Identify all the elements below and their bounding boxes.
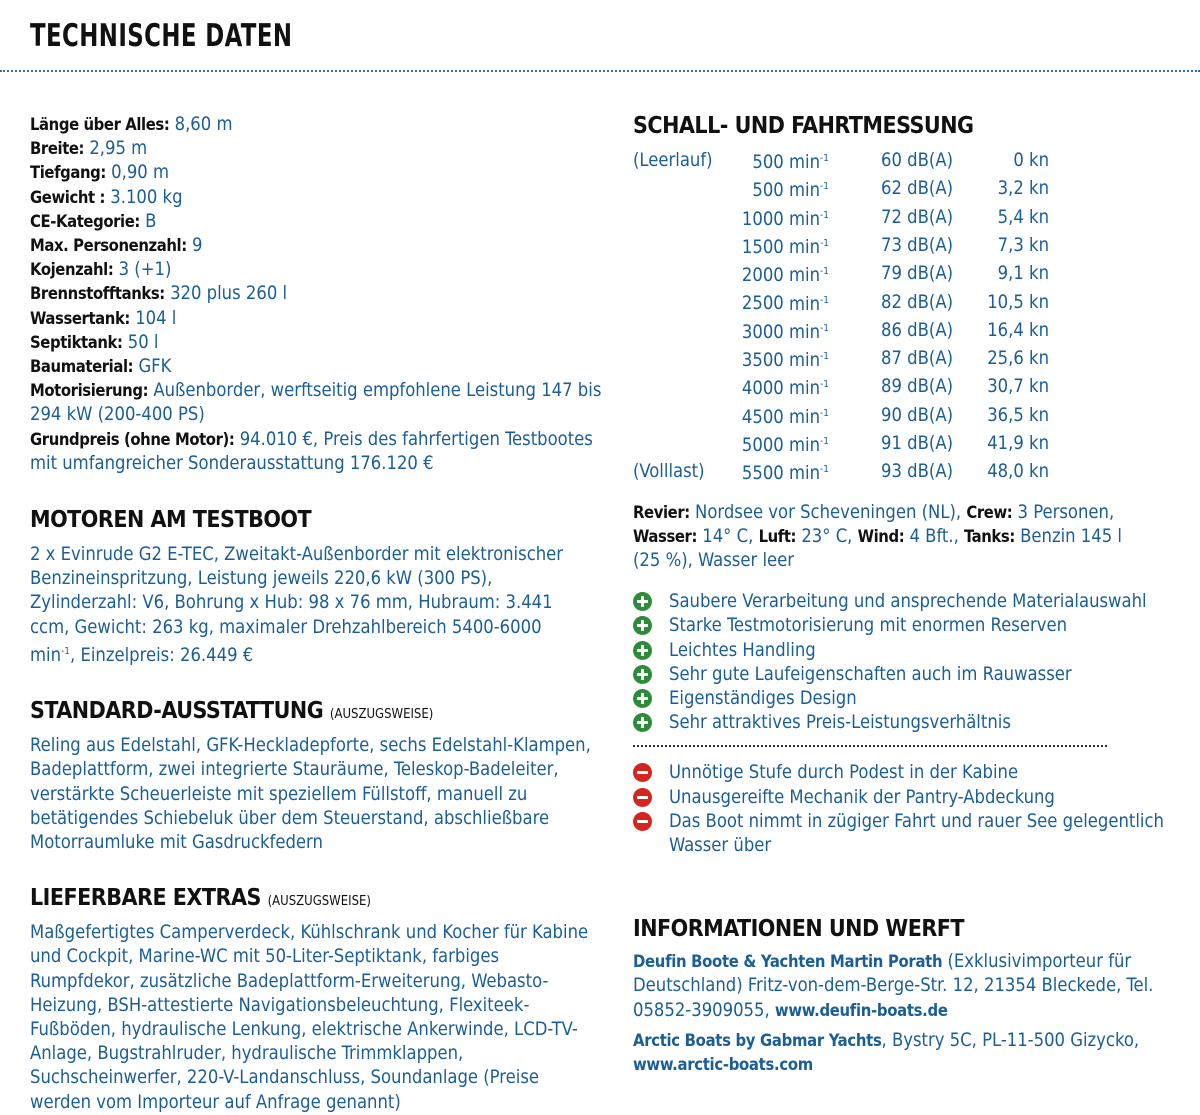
measurement-row [633,430,1049,458]
measurement-table-body [633,147,1049,487]
motoren-heading: MOTOREN AM TESTBOOT [30,507,312,534]
spec-label: CE-Kategorie: [30,211,140,231]
right-column [633,113,1193,1077]
spec-value: 94.010 €, Preis des fahrfertigen Testbootes mit umfangreicher Sonderausstattung 176.120 € [30,428,593,474]
condition-value: 23° C, [801,525,853,547]
spec-value: 9 [191,235,203,257]
left-column [30,113,610,1115]
pros-cons-divider [633,745,1107,747]
con-item [633,786,1193,810]
con-text: Unausgereifte Mechanik der Pantry-Abdeckung [669,786,1055,808]
pro-text: Starke Testmotorisierung mit enormen Reserven [669,615,1068,637]
pro-item [633,687,1193,711]
title-divider [0,70,1200,72]
pro-item [633,614,1193,638]
rpm-unit [784,435,829,456]
measurement-label [633,175,737,203]
measurement-row [633,345,1049,373]
condition-label: Wasser: [633,526,698,546]
measurement-rpm [737,430,833,458]
minus-icon [633,788,652,807]
measurement-row [633,175,1049,203]
shipyard-address: , Bystry 5C, PL-11-500 Gizycko, [881,1029,1140,1051]
plus-icon [633,665,652,684]
motoren-text [30,543,580,668]
rpm-unit-superscript: -1 [820,209,829,221]
rpm-value: 2000 [741,265,784,287]
measurement-rpm [737,147,833,175]
rpm-unit-text: min [788,236,821,258]
con-item [633,810,1179,858]
spec-row [30,161,610,185]
rpm-unit [784,407,829,428]
importer-name: Deufin Boote & Yachten Martin Porath [633,952,943,972]
measurement-rpm [737,288,833,316]
measurement-label [633,402,737,430]
measurement-label [633,232,737,260]
measurement-speed: 7,3 kn [997,234,1049,256]
measurement-label [633,373,737,401]
spec-value: GFK [138,356,172,378]
spec-row [30,307,610,331]
rpm-unit-superscript: -1 [820,407,829,419]
rpm-unit-superscript: -1 [820,435,829,447]
spec-label: Gewicht : [30,187,106,207]
info-heading: INFORMATIONEN UND WERFT [633,916,965,943]
measurement-rpm [737,260,833,288]
importer-website-link[interactable]: www.deufin-boats.de [774,1000,948,1020]
spec-label: Grundpreis (ohne Motor): [30,429,235,449]
measurement-rpm [737,402,833,430]
measurement-db: 60 dB(A) [881,150,953,172]
measurement-rpm [737,232,833,260]
measurement-speed: 25,6 kn [987,348,1049,370]
spec-row [30,186,610,210]
plus-icon [633,616,652,635]
measurement-rpm [737,345,833,373]
pro-item [633,590,1193,614]
condition-value: Nordsee vor Scheveningen (NL), [695,501,962,523]
spec-value: 0,90 m [111,162,170,184]
measurement-db: 87 dB(A) [881,348,953,370]
rpm-unit-text: min [788,350,821,372]
extras-text: Maßgefertigtes Camperverdeck, Kühlschrank und Kocher für Kabine und Cockpit, Marine-WC mit 50-Liter-Septiktank, farbiges Rumpfdekor, zusätzliche Badeplattform-Erweiterung, Webasto-Heizung, BSH-attestierte Navigationsbeleuchtung, Flexiteek-Fußböden, hydraulische Lenkung, elektrische Ankerwinde, LCD-TV-Anlage, Bugstrahlruder, hydraulische Trimmklappen, Suchscheinwerfer, 220-V-Landanschluss, Soundanlage (Preise werden vom Importeur auf Anfrage genannt) [30,922,589,1113]
condition-value: 4 Bft., [909,525,959,547]
rpm-unit-text: min [788,406,821,428]
cons-list [633,761,1193,858]
measurement-label [633,288,737,316]
condition-label: Crew: [966,502,1013,522]
measurement-label [633,430,737,458]
rpm-unit [784,180,829,201]
spec-label: Tiefgang: [30,163,106,183]
rpm-unit-superscript: -1 [820,351,829,363]
test-conditions [633,501,1153,574]
spec-label: Motorisierung: [30,381,149,401]
measurement-label: (Leerlauf) [633,150,713,172]
extras-heading [30,885,610,911]
rpm-unit [784,350,829,371]
rpm-unit [784,237,829,258]
spec-value: 104 l [135,307,177,329]
spec-value: 50 l [127,331,159,353]
standard-text: Reling aus Edelstahl, GFK-Heckladepforte, sechs Edelstahl-Klampen, Badeplattform, zwei integrierte Stauräume, Teleskop-Badeleiter, verstärkte Scheuerleiste mit speziellem Füllstoff, manuell zu betätigendes Schiebeluk über dem Steuerstand, abschließbare Motorraumluke mit Gasdruckfedern [30,735,591,853]
shipyard-website-link[interactable]: www.arctic-boats.com [633,1055,813,1075]
condition-value: 14° C, [702,525,754,547]
measurement-speed: 5,4 kn [997,206,1049,228]
rpm-unit-text: min [788,208,821,230]
spec-value: 2,95 m [89,138,148,160]
measurement-speed: 41,9 kn [987,433,1049,455]
measurement-db: 82 dB(A) [881,291,953,313]
con-text: Unnötige Stufe durch Podest in der Kabine [669,762,1019,784]
spec-value: 320 plus 260 l [170,283,288,305]
condition-label: Luft: [758,526,797,546]
measurement-row [633,458,1049,486]
spec-value: 3.100 kg [110,186,183,208]
con-text: Das Boot nimmt in zügiger Fahrt und rauer See gelegentlich Wasser über [669,810,1164,856]
rpm-unit-text: min [788,180,821,202]
extras-heading-sub: (AUSZUGSWEISE) [267,894,371,910]
rpm-unit-superscript: -1 [820,322,829,334]
measurement-speed: 30,7 kn [987,376,1049,398]
rpm-unit-superscript: -1 [820,294,829,306]
motoren-text-main: 2 x Evinrude G2 E-TEC, Zweitakt-Außenborder mit elektronischer Benzineinspritzung, Leistung jeweils 220,6 kW (300 PS), Zylinderzahl: V6, Bohrung x Hub: 98 x 76 mm, Hubraum: 3.441 ccm, Gewicht: 263 kg, maximaler Drehzahlbereich 5400-6000 min [30,544,564,666]
measurement-row [633,147,1049,175]
measurement-rpm [737,317,833,345]
spec-row [30,428,610,476]
page-title: TECHNISCHE DATEN [30,18,293,54]
rpm-unit [784,265,829,286]
pro-item [633,639,1193,663]
spec-label: Länge über Alles: [30,115,170,134]
rpm-unit-text: min [788,293,821,315]
spec-value: 8,60 m [174,114,233,135]
measurement-rpm [737,373,833,401]
measurement-db: 89 dB(A) [881,376,953,398]
rpm-value: 500 [752,180,784,202]
rpm-unit-text: min [788,265,821,287]
rpm-value: 4000 [741,378,784,400]
rpm-value: 1000 [741,208,784,230]
measurement-db: 79 dB(A) [881,263,953,285]
measurement-rpm [737,204,833,232]
spec-row [30,234,610,258]
measurement-label [633,260,737,288]
rpm-unit-superscript: -1 [820,464,829,476]
minus-icon [633,812,652,831]
spec-label: Kojenzahl: [30,260,114,280]
measurement-row [633,204,1049,232]
plus-icon [633,713,652,732]
rpm-unit-text: min [788,152,821,174]
rpm-unit [784,463,829,484]
spec-row [30,331,610,355]
messung-heading: SCHALL- UND FAHRTMESSUNG [633,113,974,139]
measurement-db: 86 dB(A) [881,319,953,341]
spec-value: Außenborder, werftseitig empfohlene Leistung 147 bis 294 kW (200-400 PS) [30,380,602,426]
measurement-speed: 48,0 kn [987,461,1049,483]
importer-address: (Exklusivimporteur für Deutschland) Fritz-von-dem-Berge-Str. 12, 21354 Bleckede, Tel. 05852-3909055, [633,951,1154,1021]
pro-text: Saubere Verarbeitung und ansprechende Materialauswahl [669,591,1147,613]
spec-row [30,379,610,427]
rpm-unit-text: min [788,378,821,400]
measurement-db: 72 dB(A) [881,206,953,228]
measurement-row [633,288,1049,316]
spec-label: Baumaterial: [30,357,134,377]
condition-label: Tanks: [964,526,1015,546]
measurement-db: 62 dB(A) [881,178,953,200]
pro-text: Sehr attraktives Preis-Leistungsverhältnis [669,712,1011,734]
rpm-superscript: -1 [61,645,71,657]
rpm-unit [784,294,829,315]
rpm-value: 1500 [741,236,784,258]
rpm-unit [784,209,829,230]
measurement-rpm [737,175,833,203]
motoren-text-price: , Einzelpreis: 26.449 € [70,644,254,666]
measurement-label [633,204,737,232]
measurement-speed: 10,5 kn [987,291,1049,313]
plus-icon [633,689,652,708]
info-shipyard [633,1029,1178,1077]
measurement-row [633,232,1049,260]
condition-label: Wind: [857,526,905,546]
spec-row [30,282,610,306]
minus-icon [633,763,652,782]
spec-label: Max. Personenzahl: [30,236,187,256]
rpm-unit-superscript: -1 [820,153,829,164]
standard-heading-sub: (AUSZUGSWEISE) [329,707,434,723]
measurement-db: 90 dB(A) [881,404,953,426]
spec-label: Brennstofftanks: [30,284,165,304]
pro-item [633,663,1193,687]
measurement-speed: 9,1 kn [997,263,1049,285]
measurement-row [633,373,1049,401]
condition-value: Benzin 145 l (25 %), Wasser leer [633,525,1122,571]
rpm-value: 4500 [741,406,784,428]
pro-text: Leichtes Handling [669,639,816,661]
rpm-unit-superscript: -1 [820,266,829,278]
pro-item [633,711,1193,735]
rpm-value: 2500 [741,293,784,315]
rpm-unit-superscript: -1 [820,181,829,193]
measurement-rpm [737,458,833,486]
condition-value: 3 Personen, [1017,501,1115,523]
condition-label: Revier: [633,502,690,522]
rpm-value: 5000 [741,435,784,457]
measurement-row [633,402,1049,430]
spec-value: 3 (+1) [118,259,172,281]
rpm-unit [784,378,829,399]
info-shipyard-importer [633,950,1178,1023]
spec-row [30,113,610,137]
measurement-label [633,317,737,345]
standard-heading [30,698,610,724]
extras-heading-text: LIEFERBARE EXTRAS [30,885,261,912]
measurement-speed: 0 kn [1013,150,1049,172]
plus-icon [633,641,652,660]
measurement-db: 73 dB(A) [881,234,953,256]
rpm-unit-text: min [788,321,821,343]
rpm-unit-text: min [788,463,821,485]
spec-list [30,113,610,476]
spec-row [30,355,610,379]
rpm-unit [784,152,829,173]
pro-text: Eigenständiges Design [669,687,857,709]
measurement-label: (Volllast) [633,461,705,483]
standard-heading-text: STANDARD-AUSSTATTUNG [30,698,324,725]
measurement-table [633,147,1049,487]
con-item [633,761,1193,785]
spec-label: Septiktank: [30,332,123,352]
measurement-row [633,260,1049,288]
shipyard-name: Arctic Boats by Gabmar Yachts [633,1030,882,1050]
measurement-db: 91 dB(A) [881,433,953,455]
rpm-value: 500 [752,152,784,174]
spec-row [30,137,610,161]
plus-icon [633,592,652,611]
spec-row [30,210,610,234]
rpm-value: 3000 [741,321,784,343]
spec-row [30,258,610,282]
spec-label: Wassertank: [30,308,130,328]
measurement-speed: 36,5 kn [987,404,1049,426]
pro-text: Sehr gute Laufeigenschaften auch im Rauwasser [669,663,1072,685]
rpm-value: 3500 [741,350,784,372]
rpm-unit-text: min [788,435,821,457]
measurement-db: 93 dB(A) [881,461,953,483]
rpm-unit-superscript: -1 [820,379,829,391]
rpm-unit [784,322,829,343]
spec-label: Breite: [30,139,85,159]
pros-list [633,590,1193,735]
rpm-value: 5500 [741,463,784,485]
spec-value: B [145,210,157,232]
measurement-label [633,345,737,373]
measurement-speed: 3,2 kn [997,178,1049,200]
measurement-speed: 16,4 kn [987,319,1049,341]
rpm-unit-superscript: -1 [820,237,829,249]
measurement-row [633,317,1049,345]
